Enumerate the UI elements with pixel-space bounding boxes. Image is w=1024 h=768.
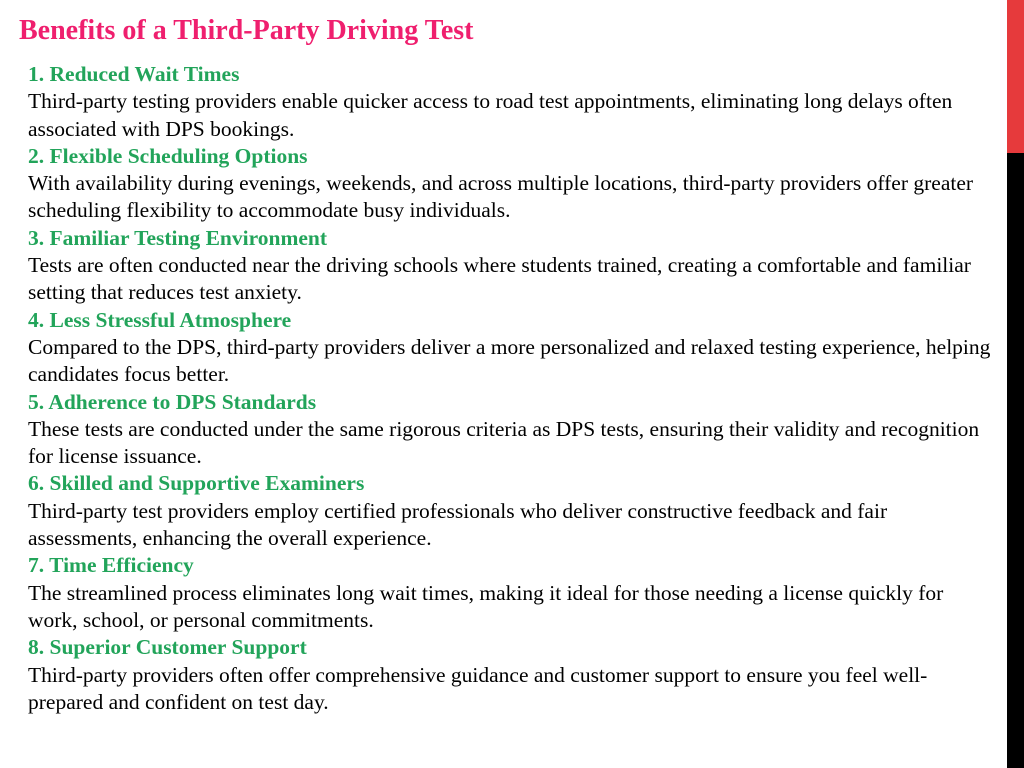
side-accent-bar [1007,0,1024,768]
benefit-heading: 1. Reduced Wait Times [28,62,240,86]
benefit-item [28,552,994,634]
benefit-heading: 7. Time Efficiency [28,553,194,578]
benefit-heading: 2. Flexible Scheduling Options [28,143,308,168]
benefit-item [28,634,994,716]
benefit-item [28,61,994,143]
benefit-description: Third-party test providers employ certified professionals who deliver constructive feedback and fair assessments, enhancing the overall experience. [28,498,888,551]
benefit-description: Tests are often conducted near the driving schools where students trained, creating a comfortable and familiar setting that reduces test anxiety. [28,253,971,305]
benefits-list [28,61,994,716]
benefit-description: Compared to the DPS, third-party providers deliver a more personalized and relaxed testing experience, helping candidates focus better. [28,334,991,387]
benefit-description: The streamlined process eliminates long wait times, making it ideal for those needing a license quickly for work, school, or personal commitments. [28,580,944,632]
accent-bar-red-segment [1007,0,1024,153]
slide-title: Benefits of a Third-Party Driving Test [19,15,474,46]
benefit-heading: 4. Less Stressful Atmosphere [28,307,292,332]
benefit-description: These tests are conducted under the same rigorous criteria as DPS tests, ensuring their validity and recognition for license issuance. [28,416,980,469]
benefit-description: Third-party providers often offer comprehensive guidance and customer support to ensure you feel well-prepared and confident on test day. [28,662,928,714]
benefit-item [28,307,994,389]
benefit-heading: 3. Familiar Testing Environment [28,225,328,250]
benefit-item [28,143,994,225]
benefit-description: Third-party testing providers enable quicker access to road test appointments, eliminating long delays often associated with DPS bookings. [28,89,953,141]
benefit-heading: 5. Adherence to DPS Standards [28,389,317,414]
accent-bar-black-segment [1007,153,1024,768]
benefit-description: With availability during evenings, weekends, and across multiple locations, third-party providers offer greater scheduling flexibility to accommodate busy individuals. [28,171,974,223]
benefit-item [28,225,994,307]
benefit-item [28,470,994,552]
benefit-heading: 6. Skilled and Supportive Examiners [28,471,365,496]
benefit-item [28,389,994,471]
benefit-heading: 8. Superior Customer Support [28,635,307,660]
